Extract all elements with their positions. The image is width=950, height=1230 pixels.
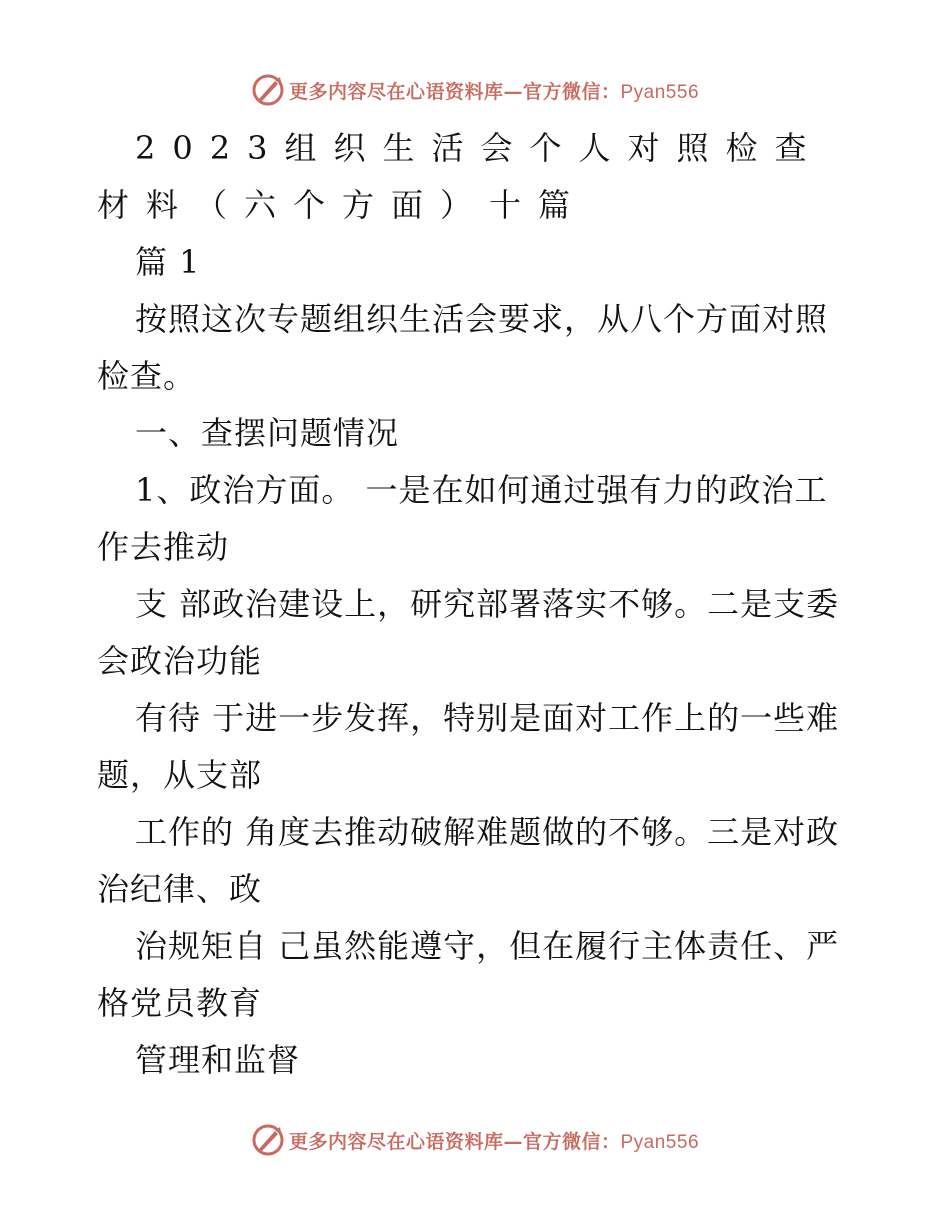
document-body — [97, 120, 857, 1089]
paragraph: 治规矩自 己虽然能遵守，但在履行主体责任、严格党员教育 — [97, 927, 840, 1022]
paragraph: 有待 于进一步发挥，特别是面对工作上的一些难题，从支部 — [97, 699, 840, 794]
watermark-text-cn: 更多内容尽在心语资料库—官方微信： — [288, 1130, 621, 1153]
paragraph: 管理和监督 — [135, 1041, 301, 1079]
paragraph: 工作的 角度去推动破解难题做的不够。三是对政治纪律、政 — [97, 813, 840, 908]
watermark-text-id: Pyan556 — [620, 1131, 700, 1153]
watermark-text — [289, 1127, 699, 1154]
paragraph: 按照这次专题组织生活会要求，从八个方面对照检查。 — [97, 300, 829, 395]
document-title: 2023组织生活会个人对照检查材料（六个方面）十篇 — [97, 129, 824, 224]
watermark-text — [289, 77, 699, 104]
watermark-text-cn: 更多内容尽在心语资料库—官方微信： — [288, 80, 621, 103]
watermark-footer — [0, 1120, 950, 1160]
paragraph: 篇 1 — [135, 243, 201, 281]
paragraph: 1、政治方面。 一是在如何通过强有力的政治工作去推动 — [97, 471, 828, 566]
quill-pen-logo-icon — [251, 1123, 285, 1157]
watermark-header — [0, 70, 950, 110]
quill-pen-logo-icon — [251, 73, 285, 107]
paragraph: 支 部政治建设上，研究部署落实不够。二是支委会政治功能 — [97, 585, 840, 680]
watermark-text-id: Pyan556 — [620, 81, 700, 103]
paragraph: 一、查摆问题情况 — [135, 414, 400, 452]
